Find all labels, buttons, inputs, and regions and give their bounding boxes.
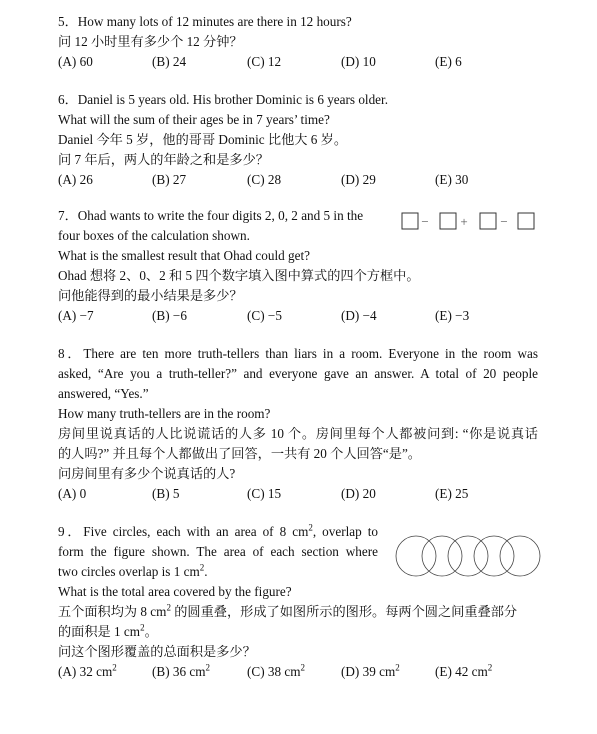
question-9: [58, 522, 538, 682]
question-9-text-en-1: 9．Five circles, each with an area of 8 $cm^2$, overlap to: [58, 522, 378, 539]
option-d[interactable]: (D) 29: [341, 172, 376, 187]
question-8-text-en-4: How many truth-tellers are in the room?: [58, 406, 271, 421]
question-5-text-zh: 问 12 小时里有多少个 12 分钟？: [58, 34, 243, 49]
option-e[interactable]: (E) 6: [435, 54, 462, 69]
option-d[interactable]: (D) 39 $cm^2$: [341, 662, 400, 679]
blank-box-3: [480, 213, 496, 229]
question-7-text-en-3: What is the smallest result that Ohad could get?: [58, 248, 310, 263]
question-9-text-en-2: form the figure shown. The area of each section where: [58, 544, 378, 559]
question-8-options: [58, 484, 538, 504]
question-6: [58, 90, 538, 190]
circle-5: [500, 536, 540, 576]
option-d[interactable]: (D) −4: [341, 308, 377, 323]
question-8-text-en-3: answered, “Yes.”: [58, 386, 149, 401]
blank-box-2: [440, 213, 456, 229]
option-a[interactable]: (A) 32 $cm^2$: [58, 662, 117, 679]
option-b[interactable]: (B) 27: [152, 172, 187, 187]
option-b[interactable]: (B) 5: [152, 486, 180, 501]
circle-2: [422, 536, 462, 576]
option-c[interactable]: (C) 15: [247, 486, 282, 501]
option-c[interactable]: (C) 12: [247, 54, 282, 69]
option-c[interactable]: (C) 38 $cm^2$: [247, 662, 305, 679]
option-b[interactable]: (B) 36 $cm^2$: [152, 662, 210, 679]
option-a[interactable]: (A) 26: [58, 172, 93, 187]
question-8-text-en-2: asked, “Are you a truth-teller?” and everyone gave an answer. A total of 20 people: [58, 366, 538, 381]
question-9-options: [58, 662, 538, 682]
question-7-options: [58, 306, 538, 326]
option-a[interactable]: (A) 0: [58, 486, 87, 501]
five-circles-figure: [394, 526, 542, 586]
question-8-text-zh-3: 问房间里有多少个说真话的人?: [58, 466, 236, 481]
option-e[interactable]: (E) 42 $cm^2$: [435, 662, 493, 679]
blank-box-4: [518, 213, 534, 229]
option-c[interactable]: (C) 28: [247, 172, 282, 187]
option-e[interactable]: (E) 25: [435, 486, 469, 501]
question-7-text-en-2: four boxes of the calculation shown.: [58, 228, 250, 243]
circle-1: [396, 536, 436, 576]
question-6-text-zh-2: 问 7 年后，两人的年龄之和是多少？: [58, 152, 269, 167]
question-7-text-zh-2: 问他能得到的最小结果是多少？: [58, 288, 243, 303]
question-8: [58, 344, 538, 504]
question-6-options: [58, 170, 538, 190]
option-a[interactable]: (A) −7: [58, 308, 94, 323]
question-9-text-en-4: What is the total area covered by the figure?: [58, 584, 292, 599]
operator-plus: +: [460, 214, 468, 229]
question-5-text-en: 5．How many lots of 12 minutes are there in 12 hours?: [58, 14, 352, 29]
worksheet-page: [58, 10, 538, 682]
question-8-text-zh-1: 房间里说真话的人比说谎话的人多 10 个。房间里每个人都被问到: “你是说真话: [58, 426, 538, 441]
question-6-text-en-2: What will the sum of their ages be in 7 years’ time?: [58, 112, 330, 127]
option-e[interactable]: (E) 30: [435, 172, 469, 187]
question-5: [58, 12, 538, 72]
option-b[interactable]: (B) 24: [152, 54, 187, 69]
option-e[interactable]: (E) −3: [435, 308, 470, 323]
question-8-text-en-1: 8．There are ten more truth-tellers than liars in a room. Everyone in the room was: [58, 346, 538, 361]
option-a[interactable]: (A) 60: [58, 54, 93, 69]
option-d[interactable]: (D) 10: [341, 54, 376, 69]
blank-box-1: [402, 213, 418, 229]
question-9-text-zh-1: 五个面积均为 8 $cm^2$ 的圆重叠，形成了如图所示的图形。每两个圆之间重叠部分: [58, 602, 518, 619]
calculation-boxes-figure: [400, 210, 546, 234]
question-7-text-zh-1: Ohad 想将 2、0、2 和 5 四个数字填入图中算式的四个方框中。: [58, 268, 420, 283]
option-b[interactable]: (B) −6: [152, 308, 187, 323]
option-d[interactable]: (D) 20: [341, 486, 376, 501]
question-6-text-zh-1: Daniel 今年 5 岁，他的哥哥 Dominic 比他大 6 岁。: [58, 132, 348, 147]
question-6-text-en-1: 6．Daniel is 5 years old. His brother Dominic is 6 years older.: [58, 92, 388, 107]
question-5-options: [58, 52, 538, 72]
operator-minus-1: −: [421, 214, 429, 229]
operator-minus-2: −: [500, 214, 508, 229]
circle-3: [448, 536, 488, 576]
option-c[interactable]: (C) −5: [247, 308, 282, 323]
question-8-text-zh-2: 的人吗?” 并且每个人都做出了回答，一共有 20 个人回答“是”。: [58, 446, 421, 461]
question-9-text-zh-3: 问这个图形覆盖的总面积是多少？: [58, 644, 256, 659]
question-9-text-en-3: two circles overlap is 1 $cm^2$.: [58, 562, 208, 579]
question-9-text-zh-2: 的面积是 1 $cm^2$。: [58, 622, 158, 639]
question-7: [58, 206, 538, 326]
circle-4: [474, 536, 514, 576]
question-7-text-en-1: 7．Ohad wants to write the four digits 2, 0, 2 and 5 in the: [58, 208, 364, 223]
